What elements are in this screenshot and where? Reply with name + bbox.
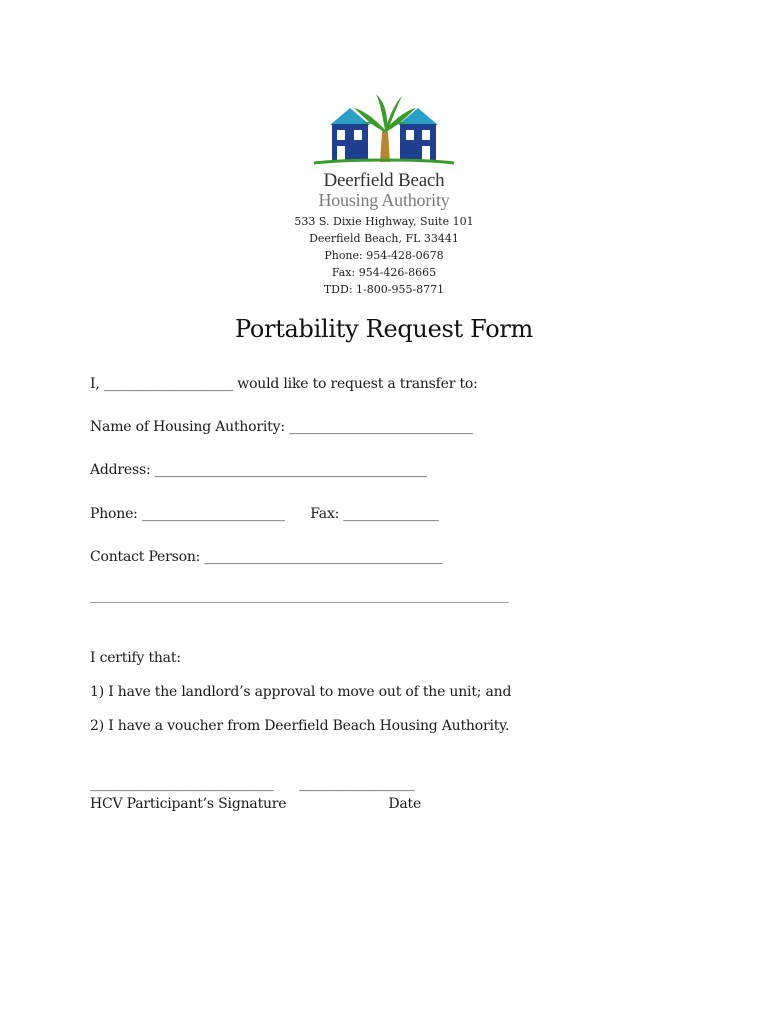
palm-trunk xyxy=(380,132,390,162)
certify-intro: I certify that: xyxy=(90,650,181,666)
contact-block xyxy=(0,213,768,298)
phone-fax-line: Phone: _____________________ Fax: ______________ xyxy=(90,506,439,522)
address-line1: 533 S. Dixie Highway, Suite 101 xyxy=(294,215,474,228)
org-name-line1: Deerfield Beach xyxy=(323,170,445,191)
address-line2: Deerfield Beach, FL 33441 xyxy=(309,232,459,245)
separator-line: _______________________________________________________________________________ xyxy=(90,590,509,603)
address-line: Address: ________________________________________ xyxy=(90,462,427,478)
signature-labels: HCV Participant’s Signature Date xyxy=(90,796,422,812)
request-line: I, ___________________ would like to request a transfer to: xyxy=(90,376,478,392)
housing-authority-logo xyxy=(310,88,458,168)
org-name-line2: Housing Authority xyxy=(318,190,450,210)
form-title: Portability Request Form xyxy=(235,315,533,343)
signature-blanks: ___________________________ _________________ xyxy=(90,776,415,792)
ground-line xyxy=(314,160,454,163)
certify-item-1: 1) I have the landlord’s approval to move out of the unit; and xyxy=(90,684,512,700)
phone-number: Phone: 954-428-0678 xyxy=(324,249,444,262)
right-house xyxy=(400,124,436,161)
certify-item-2: 2) I have a voucher from Deerfield Beach Housing Authority. xyxy=(90,718,510,734)
contact-person-line: Contact Person: ___________________________________ xyxy=(90,549,443,565)
housing-authority-line: Name of Housing Authority: ___________________________ xyxy=(90,419,473,435)
tdd-number: TDD: 1-800-955-8771 xyxy=(323,283,445,296)
fax-number: Fax: 954-426-8665 xyxy=(331,266,437,279)
